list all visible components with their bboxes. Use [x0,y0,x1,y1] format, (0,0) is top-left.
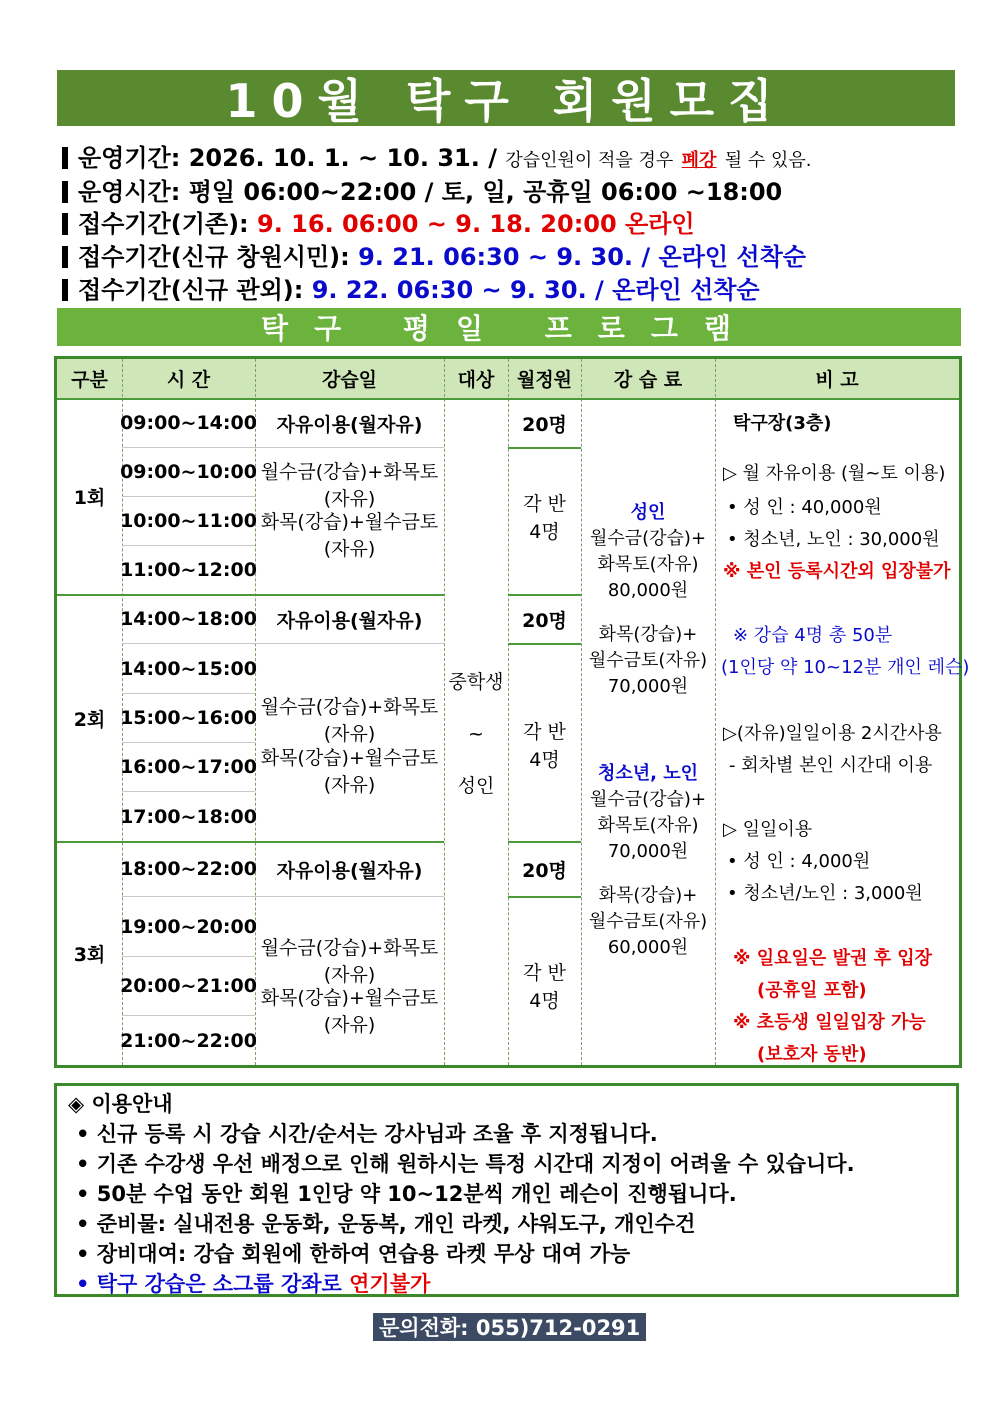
contact-phone: 문의전화: 055)712-0291 [373,1313,646,1341]
note-warning: ※ 본인 등록시간외 입장불가 [723,561,951,582]
note-daily: ▷ 일일이용 [723,819,813,840]
header-target: 대상 [444,359,508,398]
fee-line: 화목토(자유) [597,815,699,836]
schedule-table [54,356,970,1068]
class-option-a: 월수금(강습)+화목토(자유) [260,937,439,986]
capacity-each-value: 4명 [529,989,560,1012]
column-divider [715,359,716,1065]
info-period [62,138,812,173]
note-daily-youth: • 청소년/노인 : 3,000원 [727,883,923,904]
row-divider [508,643,581,645]
fee-adult-head: 성인 [630,502,666,523]
target-tilde: ~ [468,723,484,745]
note-sunday: ※ 일요일은 발권 후 입장 [733,948,933,969]
header-notes: 비 고 [715,359,959,398]
header-days: 강습일 [255,359,444,398]
note-daily-adult: • 성 인 : 4,000원 [727,851,871,872]
fee-adult [581,500,715,700]
capacity-each-label: 각 반 [523,492,566,515]
time-slot: 17:00~18:00 [120,805,257,828]
class-option-a: 월수금(강습)+화목토(자유) [260,696,439,745]
fee-price: 70,000원 [607,841,689,862]
fee-line: 월수금토(자유) [588,911,708,932]
class-free-use: 자유이용(월자유) [276,609,423,632]
usage-item: • 기존 수강생 우선 배정으로 인해 원하시는 특정 시간대 지정이 어려울 수 있습니다. [76,1152,855,1176]
fee-price: 60,000원 [607,937,689,958]
note-adult-price: • 성 인 : 40,000원 [727,497,882,518]
usage-item: • 신규 등록 시 강습 시간/순서는 강사님과 조율 후 지정됩니다. [76,1122,658,1146]
bullet-marker [62,147,68,169]
time-slot: 15:00~16:00 [120,707,257,729]
usage-item: • 50분 수업 동안 회원 1인당 약 10~12분씩 개인 레슨이 진행됩니다. [76,1182,737,1206]
bullet-marker [62,213,68,235]
page-title: 10월 탁구 회원모집 [57,70,955,126]
note-monthly: ▷ 월 자유이용 (월~토 이용) [723,463,946,484]
capacity-each-label: 각 반 [523,720,566,743]
capacity-each-value: 4명 [529,520,560,543]
time-slot: 16:00~17:00 [120,756,257,778]
bullet-marker [62,279,68,301]
capacity-each-label: 각 반 [523,961,566,984]
time-slot: 19:00~20:00 [120,915,257,938]
note-daily-free: ▷(자유)일일이용 2시간사용 [723,723,942,744]
fee-price: 80,000원 [607,580,689,601]
note-guardian: (보호자 동반) [757,1044,867,1065]
capacity-each-value: 4명 [529,748,560,771]
time-slot: 09:00~10:00 [120,461,257,483]
reg-existing-label: 접수기간(기존): [78,210,249,238]
time-slot: 10:00~11:00 [120,510,257,532]
hours-label: 운영시간: 평일 06:00~22:00 / 토, 일, 공휴일 06:00 ~18:00 [78,178,783,206]
note-location: 탁구장(3층) [733,413,832,434]
usage-last-text: • 탁구 강습은 소그룹 강좌로 [76,1272,342,1296]
program-title: 탁구 평일 프로그램 [57,308,961,346]
class-free-use: 자유이용(월자유) [276,413,423,436]
row-divider [508,447,581,449]
fee-line: 월수금(강습)+ [589,528,707,549]
target-to: 성인 [457,774,495,797]
session-label: 1회 [73,487,106,509]
class-free-use: 자유이용(월자유) [276,859,423,882]
fee-line: 화목(강습)+ [598,885,698,906]
period-note-end: 될 수 있음. [724,150,812,171]
header-section: 구분 [57,359,122,398]
usage-item-last [76,1268,430,1298]
time-slot: 11:00~12:00 [120,559,257,581]
info-reg-existing [62,204,695,239]
fee-line: 화목토(자유) [597,554,699,575]
fee-price: 70,000원 [607,676,689,697]
info-reg-new-out [62,270,760,305]
period-note: 강습인원이 적을 경우 [505,150,674,171]
note-youth-price: • 청소년, 노인 : 30,000원 [727,529,940,550]
usage-title: ◈ 이용안내 [68,1092,173,1116]
header-capacity: 월정원 [508,359,581,398]
reg-new-out-label: 접수기간(신규 관외): [78,276,304,304]
fee-line: 화목(강습)+ [598,624,698,645]
period-note-cancel: 폐강 [681,150,717,171]
usage-last-emphasis: 연기불가 [349,1272,431,1296]
note-elementary: ※ 초등생 일일입장 가능 [733,1012,926,1033]
capacity-free: 20명 [522,859,567,882]
info-reg-new-city [62,237,806,272]
fee-youth-head: 청소년, 노인 [597,763,699,784]
reg-new-city-value: 9. 21. 06:30 ~ 9. 30. / 온라인 선착순 [358,243,806,271]
time-slot: 09:00~14:00 [120,412,257,434]
bullet-marker [62,246,68,268]
fee-line: 월수금토(자유) [588,650,708,671]
note-lesson-detail: (1인당 약 10~12분 개인 레슨) [721,657,970,678]
session-label: 3회 [73,944,106,966]
reg-new-out-value: 9. 22. 06:30 ~ 9. 30. / 온라인 선착순 [311,276,760,304]
class-option-b: 화목(강습)+월수금토(자유) [260,747,439,796]
time-slot: 20:00~21:00 [120,975,257,997]
session-label: 2회 [73,708,106,731]
bullet-marker [62,181,68,203]
usage-item: • 장비대여: 강습 회원에 한하여 연습용 라켓 무상 대여 가능 [76,1242,631,1266]
fee-youth [581,761,715,961]
reg-existing-value: 9. 16. 06:00 ~ 9. 18. 20:00 온라인 [257,210,695,238]
reg-new-city-label: 접수기간(신규 창원시민): [78,243,350,271]
target-from: 중학생 [448,670,504,693]
note-holiday: (공휴일 포함) [757,980,867,1001]
note-daily-free-detail: - 회차별 본인 시간대 이용 [729,755,933,776]
capacity-free: 20명 [522,609,567,632]
note-lesson: ※ 강습 4명 총 50분 [733,625,893,646]
fee-line: 월수금(강습)+ [589,789,707,810]
header-time: 시 간 [122,359,255,398]
row-divider [508,896,581,898]
class-option-a: 월수금(강습)+화목토(자유) [260,461,439,510]
class-option-b: 화목(강습)+월수금토(자유) [260,987,439,1036]
time-slot: 18:00~22:00 [120,858,257,880]
class-option-b: 화목(강습)+월수금토(자유) [260,511,439,560]
column-divider [444,359,445,1065]
time-slot: 14:00~15:00 [120,657,257,680]
capacity-free: 20명 [522,413,567,436]
period-label: 운영기간: 2026. 10. 1. ~ 10. 31. / [78,144,497,172]
info-hours [62,172,782,207]
header-fee: 강 습 료 [581,359,715,398]
usage-item: • 준비물: 실내전용 운동화, 운동복, 개인 라켓, 샤워도구, 개인수건 [76,1212,696,1236]
time-slot: 14:00~18:00 [120,608,257,630]
time-slot: 21:00~22:00 [120,1029,257,1052]
